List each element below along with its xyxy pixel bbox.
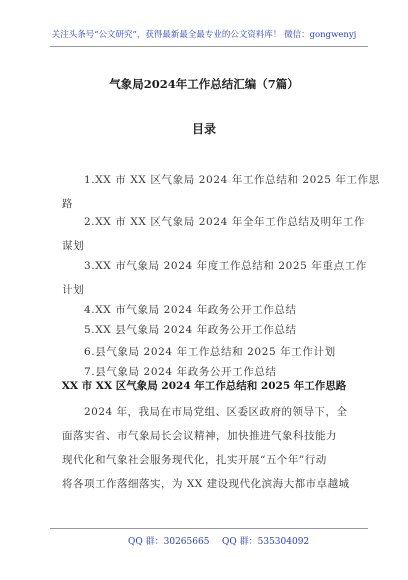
body-line-1: 2024 年，我局在市局党组、区委区政府的领导下，全 [84,406,348,418]
toc-heading: 目录 [191,122,216,136]
toc-item-2-cont[interactable]: 谋划 [62,240,85,252]
footer-qq-group-1[interactable]: QQ 群：30265665 [128,537,210,547]
toc-item-1-cont[interactable]: 路 [62,198,74,210]
header-note[interactable]: 关注头条号“公文研究”，获得最新最全最专业的公文资料库！ 微信：gongwenyj [51,30,357,40]
section-title: XX 市 XX 区气象局 2024 年工作总结和 2025 年工作思路 [61,380,347,392]
toc-item-3-cont[interactable]: 计划 [62,284,85,296]
toc-item-3[interactable]: 3.XX 市气象局 2024 年度工作总结和 2025 年重点工作 [84,260,367,272]
toc-item-1[interactable]: 1.XX 市 XX 区气象局 2024 年工作总结和 2025 年工作思 [84,174,380,186]
toc-item-2[interactable]: 2.XX 市 XX 区气象局 2024 年全年工作总结及明年工作 [84,216,366,228]
body-line-3: 现代化和气象社会服务现代化，扎实开展“五个年”行动 [62,454,327,466]
footer-qq-group-2[interactable]: QQ 群：535304092 [222,537,310,547]
header-divider [50,46,368,47]
footer-divider [50,528,368,529]
toc-item-4[interactable]: 4.XX 市气象局 2024 年政务公开工作总结 [84,304,297,316]
toc-item-5[interactable]: 5.XX 县气象局 2024 年政务公开工作总结 [84,324,297,336]
toc-item-6[interactable]: 6.县气象局 2024 年工作总结和 2025 年工作计划 [84,346,336,358]
toc-item-7[interactable]: 7.县气象局 2024 年政务公开工作总结 [84,366,277,378]
document-title: 气象局2024年工作总结汇编（7篇） [109,77,299,91]
body-line-2: 面落实省、市气象局长会议精神，加快推进气象科技能力 [62,430,337,442]
body-line-4: 将各项工作落细落实，为 XX 建设现代化滨海大都市卓越城 [62,478,350,490]
